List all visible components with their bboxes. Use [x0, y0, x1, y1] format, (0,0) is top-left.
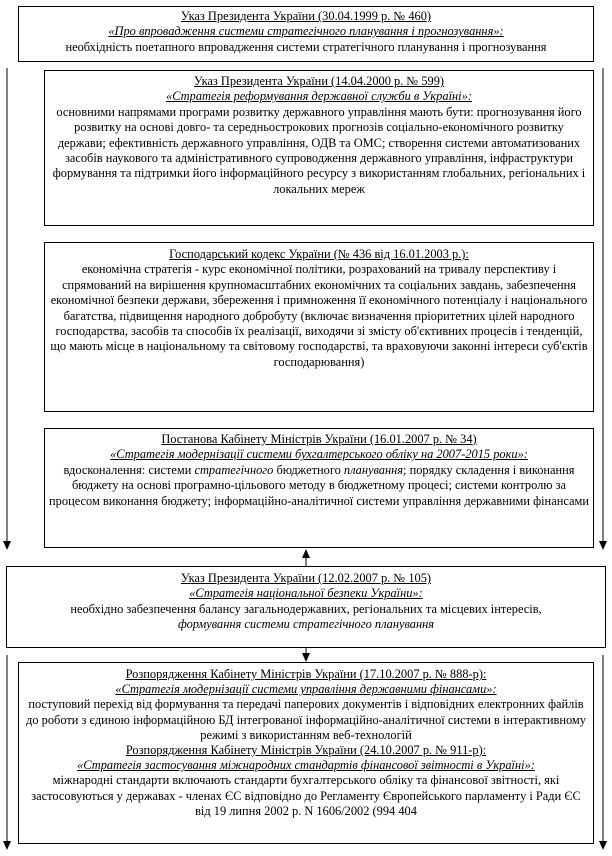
order-888-subtitle: «Стратегія модернізації системи управління державними фінансами»: [115, 682, 497, 697]
resolution-body-prefix: вдосконалення: системи [63, 462, 195, 477]
resolution-body-mid: бюджетного [273, 462, 344, 477]
commercial-code-box [44, 242, 594, 412]
decree-1999-body: необхідність поетапного впровадження системи стратегічного планування і прогнозування [65, 39, 547, 54]
resolution-body-italic-1: стратегічного [194, 462, 274, 477]
orders-2007-box [18, 662, 594, 844]
left-arrowhead-upper [3, 541, 11, 550]
decree-2000-box [44, 70, 594, 226]
decree-2000-body: основними напрямами програми розвитку державного управління мають бути: прогнозування його розвитку на основі довго- та середньострокових прогнозів соціально-економічного розвитку держави; ефективність державного управління, ОДВ та ОМС; створення системи автоматизованих засобів наукового та адміністративного супроводження державного управління, інфраструктури формування та підтримки його інформаційного ресурсу з використанням глобальних, регіональних і локальних мереж [52, 104, 586, 196]
resolution-2007-box [44, 428, 594, 548]
resolution-2007-subtitle: «Стратегія модернізації системи бухгалтерського обліку на 2007-2015 роки»: [110, 447, 528, 462]
decree-2000-subtitle: «Стратегія реформування державної служби в Україні»: [166, 89, 472, 104]
decree-2000-title: Указ Президента України (14.04.2000 р. № 599) [193, 74, 445, 88]
resolution-body-suffix: ; порядку складення і виконання бюджету на основі програмно-цільового методу в бюджетному процесі; системи контролю за процесом виконання бюджету; інформаційно-аналітичної системи управління державними фінансами [49, 462, 589, 508]
decree-2007-box [6, 566, 606, 648]
order-911-title: Розпорядження Кабінету Міністрів України (24.10.2007 р. № 911-р): [125, 743, 487, 758]
decree-1999-title: Указ Президента України (30.04.1999 р. № 460) [180, 9, 432, 23]
resolution-2007-body [49, 463, 589, 509]
right-arrowhead-upper [599, 541, 607, 550]
decree-1999-subtitle: «Про впровадження системи стратегічного планування і прогнозування»: [108, 24, 504, 39]
order-888-title: Розпорядження Кабінету Міністрів України (17.10.2007 р. № 888-р): [125, 667, 487, 681]
order-911-subtitle: «Стратегія застосування міжнародних стандартів фінансової звітності в Україні»: [77, 758, 535, 773]
left-arrowhead-lower [3, 841, 11, 850]
commercial-code-title: Господарський кодекс України (№ 436 від 16.01.2003 р.): [169, 247, 469, 261]
right-arrowhead-lower [599, 841, 607, 850]
decree-2007-subtitle: «Стратегія національної безпеки України»: [189, 586, 423, 601]
order-888-body: поступовий перехід від формування та передачі паперових документів і відповідних електронних файлів до роботи з єдиною інформаційною БД інтегрованої інформаційно-аналітичної системи в інтерактивному режимі з використанням веб-технологій [26, 697, 586, 742]
decree-2007-title: Указ Президента України (12.02.2007 р. № 105) [180, 571, 432, 585]
center-arrowhead-down [302, 653, 310, 662]
resolution-body-italic-2: планування [343, 462, 404, 477]
center-arrowhead-up [302, 549, 310, 558]
order-911-body: міжнародні стандарти включають стандарти бухгалтерського обліку та фінансової звітності, які застосовуються у державах - членах ЄС відповідно до Регламенту Європейського парламенту і Ради ЄС від 19 липня 2002 р. N 1606/2002 (994 404 [31, 773, 581, 818]
decree-1999-box [18, 6, 594, 62]
decree-2007-body-italic: формування системи стратегічного планування [177, 617, 435, 632]
decree-2007-body: необхідно забезпечення балансу загальнодержавних, регіональних та місцевих інтересів, [70, 601, 542, 616]
commercial-code-body: економічна стратегія - курс економічної політики, розрахований на тривалу перспективу і спрямований на вирішення крупномасштабних економічних та соціальних завдань, забезпечення економічної безпеки держави, збереження і примноження її економічного потенціалу і національного багатства, підвищення народного добробуту (включає визначення пріоритетних цілей народного господарства, засобів та способів їх реалізації, виходячи зі змісту об'єктивних процесів і тенденцій, що мають місце в національному та світовому господарстві, та враховуючи законні інтереси суб'єктів господарювання) [50, 262, 588, 369]
resolution-2007-title: Постанова Кабінету Міністрів України (16.01.2007 р. № 34) [161, 432, 477, 446]
